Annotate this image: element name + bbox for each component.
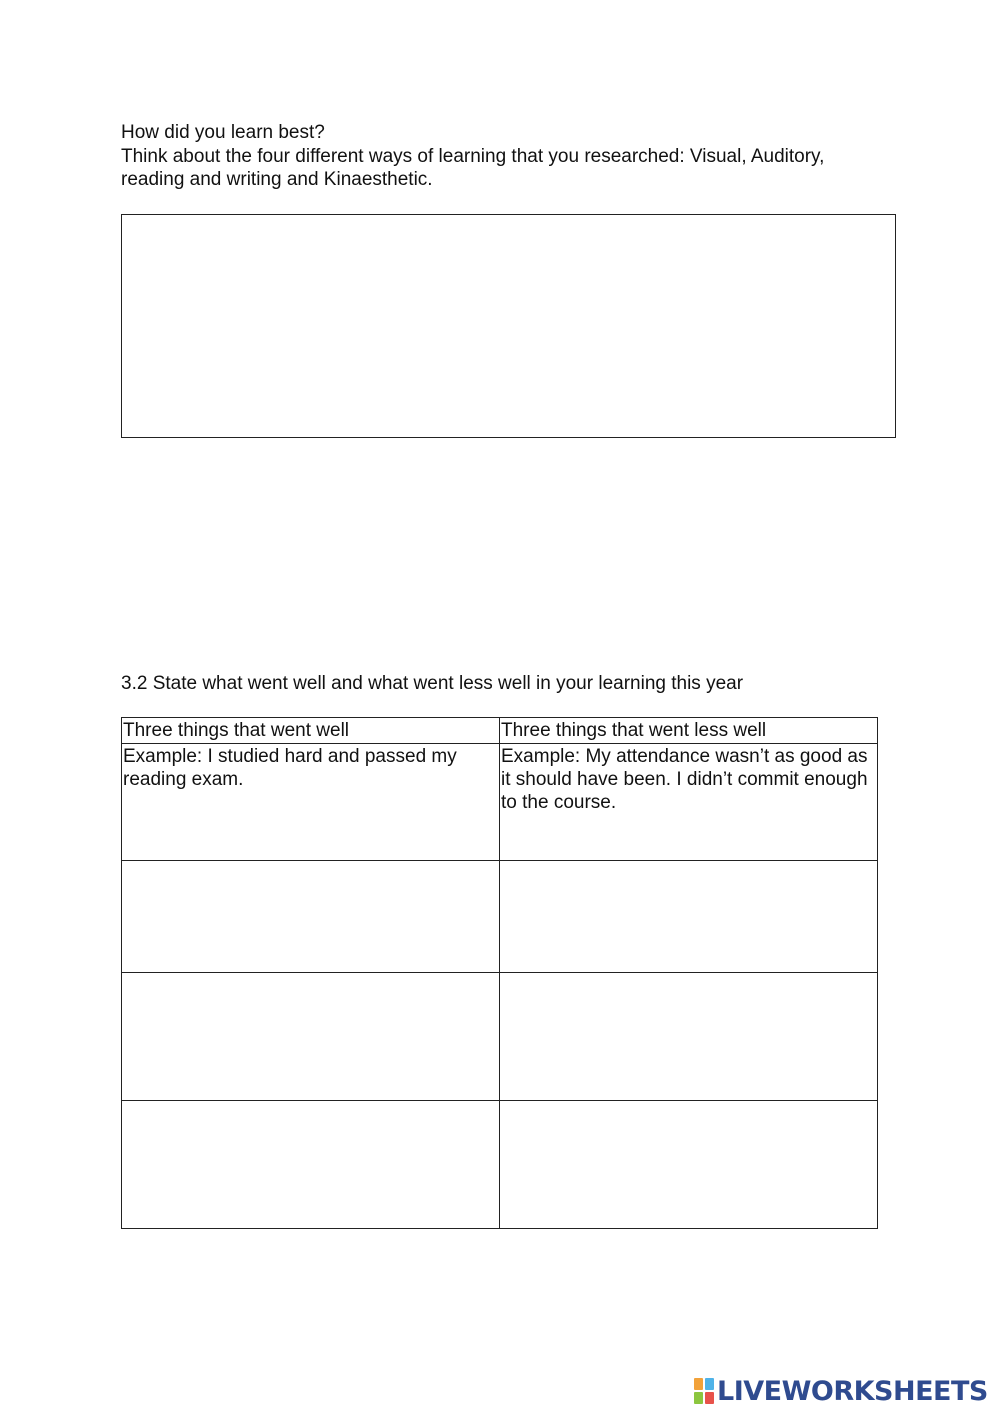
table-header-row: [122, 718, 878, 744]
went-well-cell[interactable]: [122, 1101, 500, 1229]
went-well-cell[interactable]: [122, 861, 500, 973]
prompt-line-1: Think about the four different ways of learning that you researched: Visual, Auditory,: [121, 145, 825, 167]
went-less-well-cell[interactable]: [500, 973, 878, 1101]
logo-square-icon: [694, 1378, 703, 1390]
logo-text: LIVEWORKSHEETS: [717, 1375, 988, 1407]
table-row: [122, 861, 878, 973]
intro-text: [121, 121, 901, 192]
liveworksheets-logo: [694, 1376, 988, 1406]
section-heading: 3.2 State what went well and what went less well in your learning this year: [121, 673, 744, 694]
went-well-cell[interactable]: Example: I studied hard and passed my reading exam.: [122, 744, 500, 861]
question-text: How did you learn best?: [121, 122, 325, 143]
table-row: [122, 744, 878, 861]
went-less-well-cell[interactable]: [500, 1101, 878, 1229]
table-row: [122, 973, 878, 1101]
went-less-well-cell[interactable]: Example: My attendance wasn’t as good as it should have been. I didn’t commit enough to the course.: [500, 744, 878, 861]
header-went-less-well: Three things that went less well: [500, 718, 878, 744]
reflection-table: [121, 717, 878, 1229]
table-row: [122, 1101, 878, 1229]
logo-square-icon: [705, 1392, 714, 1404]
logo-square-icon: [705, 1378, 714, 1390]
logo-mark-icon: [694, 1378, 714, 1404]
went-well-cell[interactable]: [122, 973, 500, 1101]
learning-answer-box[interactable]: [121, 214, 896, 438]
logo-square-icon: [694, 1392, 703, 1404]
prompt-line-2: reading and writing and Kinaesthetic.: [121, 169, 433, 190]
header-went-well: Three things that went well: [122, 718, 500, 744]
went-less-well-cell[interactable]: [500, 861, 878, 973]
